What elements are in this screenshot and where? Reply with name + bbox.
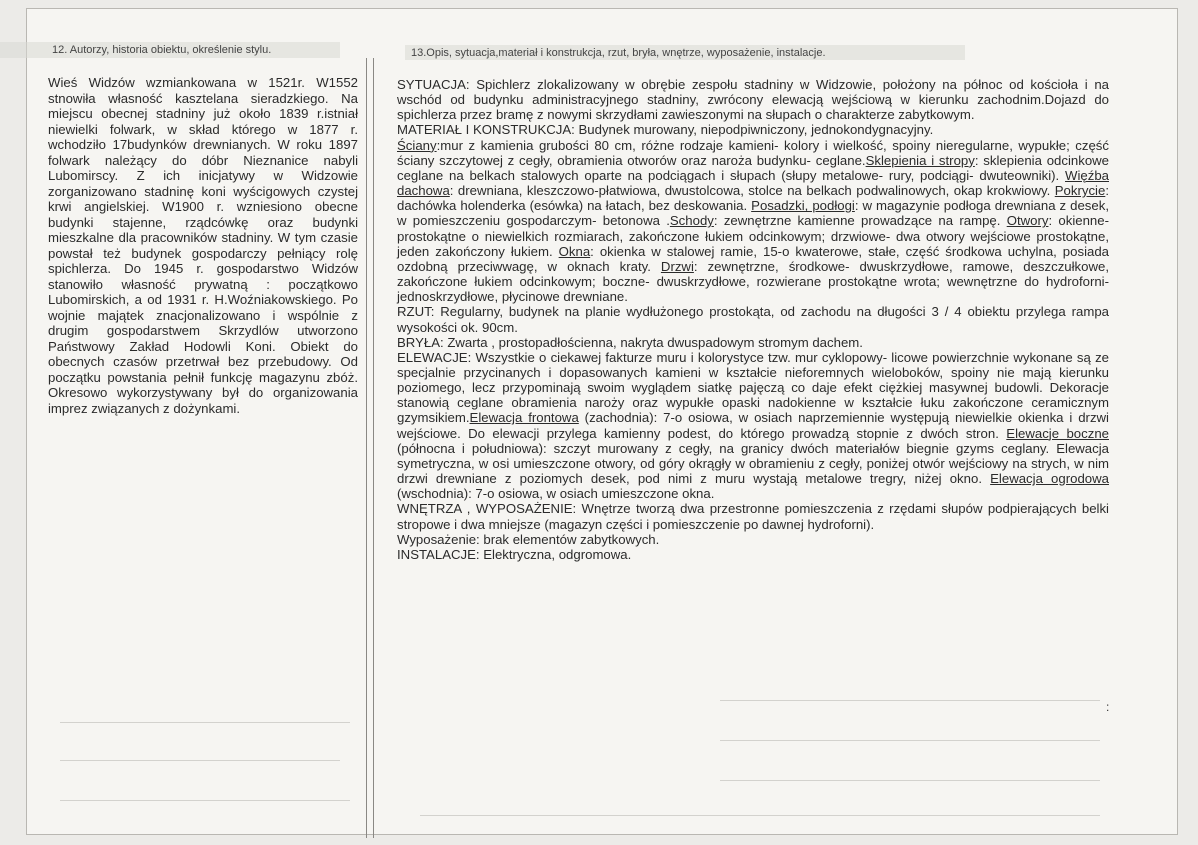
boczne-label: Elewacje boczne (1006, 425, 1109, 441)
history-paragraph: Wieś Widzów wzmiankowana w 1521r. W1552 stnowiła własność kasztelana sieradzkiego. Na miejscu obecnej stadniny już około 1839 r.istniał niewielki folwark, w skład którego w 1877 r. wchodziło 17budynków drewnianych. W roku 1897 folwark należący do dóbr Nieznanice nabyli Lubomirscy. Z ich inicjatywy w Widzowie zorganizowano stadninę koni wyścigowych czystej krwi angielskiej. W1900 r. wzniesiono obecne budynki stajenne, rządcówkę oraz budynki mieszkalne dla pracowników stadniny. W tym czasie powstał też budynek gospodarczy pełniący rolę spichlerza. Do 1945 r. gospodarstwo Widzów stanowiło własność prywatną : początkowo Lubomirskich, a od 1931 r. H.Woźniakowskiego. Po wojnie majątek znacjonalizowano i wspólnie z drugim gospodarstwem Skrzydlów utworzono Państwowy Zakład Hodowli Koni. Obiekt do obecnych czasów przetrwał bez przebudowy. Od początku powstania pełnił funkcję magazynu zbóż. Okresowo wykorzystywany był do organizowania imprez związanych z dożynkami. (48, 75, 358, 416)
frontowa-label: Elewacja frontowa (469, 410, 579, 426)
description-block (397, 77, 1109, 562)
instalacje-paragraph: INSTALACJE: Elektryczna, odgromowa. (397, 546, 632, 562)
sciany-text: :mur z kamienia grubości 80 cm, różne rodzaje kamieni- kolory i wielkość, spoiny nieregularne, wypukłe; część ściany szczytowej z cegły, obramienia otworów oraz naroża budynku- ceglane. (397, 137, 1109, 168)
right-section-heading: 13.Opis, sytuacja,materiał i konstrukcja, rzut, bryła, wnętrze, wyposażenie, instalacje. (411, 47, 826, 59)
wiezba-label: Więźba dachowa (397, 167, 1109, 199)
otwory-text: : okienne- prostokątne o niewielkich rozmiarach, zakończone łukiem odcinkowym; drzwiowe- dwa otwory wejściowe prostokątne, jeden zakończony łukiem. (397, 213, 1109, 259)
boczne-text: (północna i południowa): szczyt murowany z cegły, na granicy dwóch materiałów biegnie gzyms ceglany. Elewacja symetryczna, w osi umieszczone otwory, od góry okrągły w obramieniu z cegły, poniżej otwór wejściowy na strych, w nim drzwi drewniane z poziomych desek, pod nimi z muru wystają metalowe tregry, niżej okno. (397, 440, 1109, 487)
sklepienia-text: : sklepienia odcinkowe ceglane na belkach stalowych oparte na podciągach i słupach (słupy metalowe- rury, podciągi- dwuteowniki). (397, 152, 1110, 183)
column-divider-right (373, 58, 374, 838)
show-through-line (60, 760, 340, 761)
schody-label: Schody (669, 213, 714, 229)
okna-text: : okienka w stalowej ramie, 15-o kwaterowe, stałe, część środkowa uchylna, posiada ozdobną przeciwwagę, w oknach kraty. (397, 243, 1109, 274)
left-section-heading: 12. Autorzy, historia obiektu, określenie stylu. (52, 44, 272, 56)
stray-mark: : (1106, 700, 1110, 714)
material-paragraph: MATERIAŁ I KONSTRUKCJA: Budynek murowany, niepodpiwniczony, jednokondygnacyjny. (397, 122, 934, 138)
pokrycie-text: : dachówka holenderka (esówka) na łatach, bez deskowania. (397, 183, 1109, 214)
show-through-line (720, 700, 1100, 701)
ogrodowa-text: (wschodnia): 7-o osiowa, w osiach umieszczone okna. (397, 486, 715, 502)
bryla-paragraph: BRYŁA: Zwarta , prostopadłościenna, nakryta dwuspadowym stromym dachem. (397, 334, 863, 350)
wyposazenie-paragraph: Wyposażenie: brak elementów zabytkowych. (397, 531, 660, 547)
drzwi-label: Drzwi (660, 258, 694, 274)
sciany-label: Ściany (397, 137, 437, 153)
frontowa-text: (zachodnia): 7-o osiowa, w osiach naprzemiennie występują niewielkie okienka i drzwi wejściowe. Do elewacji przylega kamienny podest, do którego prowadzą stopnie z dwóch stron. (397, 410, 1109, 441)
posadzki-label: Posadzki, podłogi (751, 198, 855, 214)
wiezba-text: : drewniana, kleszczowo-płatwiowa, dwustolcowa, stolce na belkach podwalinowych, okap krokwiowy. (449, 183, 1055, 199)
sklepienia-label: Sklepienia i stropy (865, 152, 975, 168)
otwory-label: Otwory (1006, 213, 1049, 229)
wnetrze-paragraph: WNĘTRZA , WYPOSAŻENIE: Wnętrze tworzą dwa przestronne pomieszczenia z rzędami słupów podpierających belki stropowe i dwa mniejsze (magazyn części i pomieszczenie po dawnej hydroforni). (397, 501, 1109, 532)
elewacje-text: ELEWACJE: Wszystkie o ciekawej fakturze muru i kolorystyce tzw. mur cyklopowy- licowe powierzchnie wykonane są ze specjalnie przycinanych i dopasowanych kamieni w kształcie nieforemnych wieloboków, spoiny nie mają kierunku poziomego, lecz przypominają swoim wyglądem siatkę pajęczą co daje efekt ciężkiej masywnej budowli. Dekoracje stanowią ceglane obramienia naroży oraz wypukłe opaski nadokienne w kształcie łuku zakończone ceramicznym gzymsikiem. (397, 349, 1109, 426)
elewacje-paragraph (397, 350, 1109, 502)
pokrycie-label: Pokrycie (1054, 183, 1106, 199)
column-divider-left (366, 58, 367, 838)
rzut-paragraph: RZUT: Regularny, budynek na planie wydłużonego prostokąta, od zachodu na długości 3 / 4 obiektu przylega rampa wysokości ok. 90cm. (397, 304, 1109, 335)
drzwi-text: : zewnętrzne, środkowe- dwuskrzydłowe, ramowe, deszczułkowe, zakończone łukiem odcinkowym; boczne- dwuskrzydłowe, rozwierane prostokątne wrota; wewnętrzne do hydroforni- jednoskrzydłowe, płycinowe drewniane. (397, 258, 1109, 305)
posadzki-text: : w magazynie podłoga drewniana z desek, w pomieszczeniu gospodarczym- betonowa . (397, 198, 1109, 229)
okna-label: Okna (558, 243, 591, 259)
ogrodowa-label: Elewacja ogrodowa (990, 471, 1109, 487)
show-through-line (720, 740, 1100, 741)
show-through-line (720, 780, 1100, 781)
show-through-line (60, 800, 350, 801)
show-through-line (60, 722, 350, 723)
construction-paragraph (397, 138, 1109, 305)
sytuacja-paragraph: SYTUACJA: Spichlerz zlokalizowany w obrębie zespołu stadniny w Widzowie, położony na północ od kościoła i na wschód od budynku administracyjnego stadniny, zwrócony elewacją wejściową w kierunku zachodnim.Dojazd do spichlerza przez bramę z nowymi skrzydłami zawieszonymi na słupach o charakterze zabytkowym. (397, 77, 1109, 123)
show-through-line (420, 815, 1100, 816)
schody-text: : zewnętrzne kamienne prowadzące na rampę. (713, 213, 1007, 229)
